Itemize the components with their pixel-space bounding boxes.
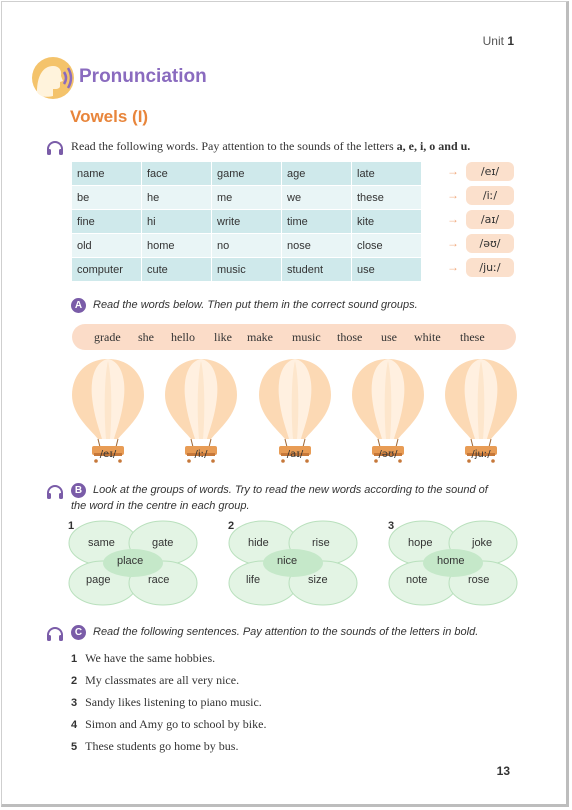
flower-word: rise <box>312 537 330 549</box>
page-title: Pronunciation <box>79 66 207 87</box>
table-cell: close <box>352 234 422 258</box>
sentence-text: My classmates are all very nice. <box>85 673 240 687</box>
flower-word: page <box>86 574 111 586</box>
flower-word: hope <box>408 537 433 549</box>
sound-label: /aɪ/ <box>466 210 514 229</box>
flower-word: note <box>406 574 428 586</box>
flower-word: rose <box>468 574 490 586</box>
sound-label: /eɪ/ <box>466 162 514 181</box>
group-number: 2 <box>228 520 235 532</box>
group-number: 3 <box>388 520 395 532</box>
sound-label: /əʊ/ <box>466 234 514 253</box>
table-cell: me <box>212 186 282 210</box>
section-subtitle: Vowels (I) <box>70 107 149 126</box>
word-bank <box>72 324 516 350</box>
sound-label: /juː/ <box>466 258 514 277</box>
section-a-instruction: Read the words below. Then put them in the correct sound groups. <box>93 299 418 311</box>
table-cell: music <box>212 258 282 282</box>
table-row <box>72 258 422 282</box>
table-cell: write <box>212 210 282 234</box>
flower-word: life <box>246 574 261 586</box>
table-cell: student <box>282 258 352 282</box>
section-c-instruction: Read the following sentences. Pay attention to the sounds of the letters in bold. <box>93 626 479 638</box>
arrow-right-icon: → <box>447 188 459 202</box>
word-bank-item: those <box>337 330 363 344</box>
intro-instruction: Read the following words. Pay attention to the sounds of the letters a, e, i, o and u. <box>71 139 471 153</box>
table-cell: cute <box>142 258 212 282</box>
sentence <box>71 717 266 732</box>
word-bank-item: use <box>381 330 397 344</box>
table-cell: he <box>142 186 212 210</box>
arrow-right-icon: → <box>447 164 459 178</box>
headphones-icon[interactable] <box>46 626 64 642</box>
flower-center-word: home <box>437 555 465 567</box>
word-table <box>71 161 422 282</box>
word-bank-item: music <box>292 330 321 344</box>
table-cell: these <box>352 186 422 210</box>
table-row <box>72 162 422 186</box>
sentence-number: 3 <box>71 697 78 709</box>
table-cell: home <box>142 234 212 258</box>
sentence-text: These students go home by bus. <box>85 739 239 753</box>
arrow-right-icon: → <box>447 236 459 250</box>
arrow-right-icon: → <box>447 212 459 226</box>
flower-center-word: place <box>117 555 144 567</box>
balloon-sound-label: /əʊ/ <box>378 449 398 460</box>
sentence-number: 5 <box>71 741 78 753</box>
word-bank-item: grade <box>94 330 121 344</box>
balloon-sound-label: /iː/ <box>194 449 208 460</box>
balloon-sound-label: /juː/ <box>471 449 491 460</box>
table-cell: computer <box>72 258 142 282</box>
balloon-sound-label: /aɪ/ <box>286 449 304 460</box>
table-cell: age <box>282 162 352 186</box>
sentence-number: 2 <box>71 675 78 687</box>
table-cell: kite <box>352 210 422 234</box>
table-cell: no <box>212 234 282 258</box>
group-number: 1 <box>68 520 75 532</box>
badge-c: C <box>71 625 86 640</box>
table-cell: nose <box>282 234 352 258</box>
flower-word: hide <box>248 537 269 549</box>
sentence <box>71 739 238 754</box>
speaking-head-icon <box>31 56 75 100</box>
table-cell: we <box>282 186 352 210</box>
table-cell: name <box>72 162 142 186</box>
badge-b: B <box>71 483 86 498</box>
word-bank-item: white <box>414 330 441 344</box>
balloon-sound-label: /eɪ/ <box>99 449 117 460</box>
table-cell: be <box>72 186 142 210</box>
word-bank-item: like <box>214 330 232 344</box>
headphones-icon[interactable] <box>46 484 64 500</box>
section-b-instruction-1: Look at the groups of words. Try to read the new words according to the sound of <box>93 484 488 496</box>
table-cell: old <box>72 234 142 258</box>
table-cell: use <box>352 258 422 282</box>
sentence <box>71 695 262 710</box>
arrow-right-icon: → <box>447 260 459 274</box>
sentence-text: We have the same hobbies. <box>85 651 216 665</box>
word-bank-item: hello <box>171 330 195 344</box>
table-cell: time <box>282 210 352 234</box>
sentence-number: 1 <box>71 653 78 665</box>
flower-word: joke <box>472 537 493 549</box>
sentence <box>71 651 215 666</box>
word-bank-item: make <box>247 330 273 344</box>
table-cell: hi <box>142 210 212 234</box>
table-row <box>72 210 422 234</box>
table-cell: game <box>212 162 282 186</box>
sentence-text: Simon and Amy go to school by bike. <box>85 717 267 731</box>
table-cell: late <box>352 162 422 186</box>
section-b-instruction-2: the word in the centre in each group. <box>71 500 250 512</box>
page-number: 13 <box>496 764 510 778</box>
flower-word: race <box>148 574 170 586</box>
word-bank-item: these <box>460 330 485 344</box>
flower-word: same <box>88 537 115 549</box>
table-cell: face <box>142 162 212 186</box>
unit-label: Unit 1 <box>482 34 514 48</box>
table-row <box>72 234 422 258</box>
sentence <box>71 673 239 688</box>
badge-a: A <box>71 298 86 313</box>
table-cell: fine <box>72 210 142 234</box>
headphones-icon[interactable] <box>46 140 64 156</box>
sentence-number: 4 <box>71 719 78 731</box>
flower-word: size <box>308 574 328 586</box>
word-bank-item: she <box>138 330 154 344</box>
flower-center-word: nice <box>277 555 298 567</box>
table-row <box>72 186 422 210</box>
flower-word: gate <box>152 537 174 549</box>
sound-label: /iː/ <box>466 186 514 205</box>
sentence-text: Sandy likes listening to piano music. <box>85 695 262 709</box>
